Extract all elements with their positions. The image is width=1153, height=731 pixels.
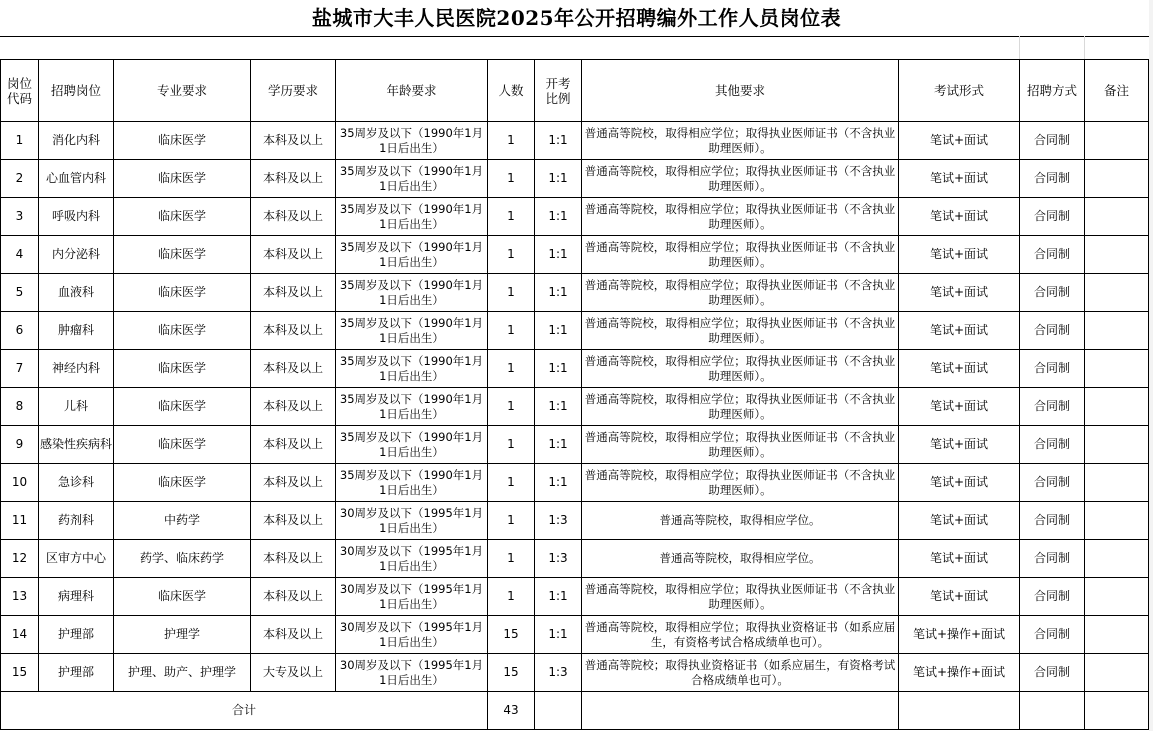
cell-ratio: 1:1 — [535, 464, 582, 502]
cell-count: 1 — [488, 578, 535, 616]
cell-post: 儿科 — [39, 388, 114, 426]
cell-major: 临床医学 — [114, 198, 251, 236]
cell-major: 临床医学 — [114, 312, 251, 350]
cell-method: 合同制 — [1020, 236, 1085, 274]
cell-code: 9 — [1, 426, 39, 464]
cell-other: 普通高等院校，取得相应学位；取得执业医师证书（不含执业助理医师）。 — [582, 274, 899, 312]
cell-ratio: 1:1 — [535, 388, 582, 426]
cell-other: 普通高等院校，取得相应学位；取得执业医师证书（不含执业助理医师）。 — [582, 578, 899, 616]
cell-edu: 本科及以上 — [251, 312, 336, 350]
page-title: 盐城市大丰人民医院2025年公开招聘编外工作人员岗位表 — [0, 0, 1153, 37]
cell-age: 35周岁及以下（1990年1月1日后出生） — [336, 274, 488, 312]
cell-edu: 本科及以上 — [251, 198, 336, 236]
cell-major: 临床医学 — [114, 236, 251, 274]
cell-ratio: 1:3 — [535, 654, 582, 692]
cell-other: 普通高等院校，取得相应学位。 — [582, 540, 899, 578]
cell-method: 合同制 — [1020, 540, 1085, 578]
cell-age: 35周岁及以下（1990年1月1日后出生） — [336, 198, 488, 236]
cell-ratio: 1:1 — [535, 160, 582, 198]
cell-remark — [1085, 122, 1149, 160]
cell-edu: 本科及以上 — [251, 540, 336, 578]
cell-remark — [1085, 464, 1149, 502]
cell-code: 10 — [1, 464, 39, 502]
cell-count: 15 — [488, 654, 535, 692]
cell-exam: 笔试+面试 — [899, 502, 1020, 540]
cell-other: 普通高等院校，取得相应学位。 — [582, 502, 899, 540]
cell-edu: 本科及以上 — [251, 350, 336, 388]
cell-post: 护理部 — [39, 616, 114, 654]
cell-other: 普通高等院校，取得相应学位；取得执业医师证书（不含执业助理医师）。 — [582, 312, 899, 350]
cell-major: 中药学 — [114, 502, 251, 540]
table-row — [1, 578, 1149, 616]
table-row — [1, 122, 1149, 160]
table-row — [1, 426, 1149, 464]
total-empty-cell — [1020, 692, 1085, 730]
cell-major: 临床医学 — [114, 578, 251, 616]
cell-count: 1 — [488, 274, 535, 312]
cell-count: 1 — [488, 464, 535, 502]
header-method: 招聘方式 — [1020, 60, 1085, 122]
cell-other: 普通高等院校，取得相应学位；取得执业医师证书（不含执业助理医师）。 — [582, 198, 899, 236]
cell-remark — [1085, 388, 1149, 426]
table-row — [1, 464, 1149, 502]
cell-remark — [1085, 616, 1149, 654]
cell-age: 30周岁及以下（1995年1月1日后出生） — [336, 578, 488, 616]
total-row — [1, 692, 1149, 730]
cell-post: 药剂科 — [39, 502, 114, 540]
cell-age: 35周岁及以下（1990年1月1日后出生） — [336, 122, 488, 160]
cell-post: 神经内科 — [39, 350, 114, 388]
cell-age: 30周岁及以下（1995年1月1日后出生） — [336, 540, 488, 578]
cell-code: 2 — [1, 160, 39, 198]
total-empty-cell — [535, 692, 582, 730]
cell-edu: 本科及以上 — [251, 578, 336, 616]
cell-post: 急诊科 — [39, 464, 114, 502]
cell-count: 15 — [488, 616, 535, 654]
total-empty-cell — [899, 692, 1020, 730]
grid-line — [1084, 36, 1085, 59]
cell-code: 3 — [1, 198, 39, 236]
cell-age: 30周岁及以下（1995年1月1日后出生） — [336, 502, 488, 540]
cell-post: 心血管内科 — [39, 160, 114, 198]
cell-post: 血液科 — [39, 274, 114, 312]
cell-method: 合同制 — [1020, 654, 1085, 692]
cell-exam: 笔试+操作+面试 — [899, 616, 1020, 654]
cell-post: 区审方中心 — [39, 540, 114, 578]
table-row — [1, 312, 1149, 350]
cell-age: 35周岁及以下（1990年1月1日后出生） — [336, 464, 488, 502]
header-remark: 备注 — [1085, 60, 1149, 122]
cell-code: 15 — [1, 654, 39, 692]
cell-ratio: 1:1 — [535, 350, 582, 388]
cell-other: 普通高等院校，取得相应学位；取得执业医师证书（不含执业助理医师）。 — [582, 122, 899, 160]
cell-exam: 笔试+操作+面试 — [899, 654, 1020, 692]
cell-method: 合同制 — [1020, 578, 1085, 616]
cell-age: 30周岁及以下（1995年1月1日后出生） — [336, 654, 488, 692]
cell-other: 普通高等院校，取得相应学位；取得执业医师证书（不含执业助理医师）。 — [582, 236, 899, 274]
cell-count: 1 — [488, 350, 535, 388]
cell-other: 普通高等院校，取得相应学位；取得执业医师证书（不含执业助理医师）。 — [582, 388, 899, 426]
header-code: 岗位代码 — [1, 60, 39, 122]
cell-method: 合同制 — [1020, 616, 1085, 654]
cell-count: 1 — [488, 160, 535, 198]
cell-count: 1 — [488, 198, 535, 236]
cell-code: 12 — [1, 540, 39, 578]
cell-exam: 笔试+面试 — [899, 388, 1020, 426]
cell-edu: 本科及以上 — [251, 616, 336, 654]
cell-count: 1 — [488, 540, 535, 578]
cell-code: 6 — [1, 312, 39, 350]
cell-ratio: 1:1 — [535, 198, 582, 236]
cell-ratio: 1:1 — [535, 616, 582, 654]
cell-age: 35周岁及以下（1990年1月1日后出生） — [336, 312, 488, 350]
cell-method: 合同制 — [1020, 122, 1085, 160]
cell-remark — [1085, 540, 1149, 578]
cell-ratio: 1:1 — [535, 274, 582, 312]
header-row — [1, 60, 1149, 122]
cell-exam: 笔试+面试 — [899, 274, 1020, 312]
total-count: 43 — [488, 692, 535, 730]
cell-age: 35周岁及以下（1990年1月1日后出生） — [336, 160, 488, 198]
cell-remark — [1085, 426, 1149, 464]
table-row — [1, 236, 1149, 274]
cell-other: 普通高等院校，取得相应学位；取得执业医师证书（不含执业助理医师）。 — [582, 160, 899, 198]
cell-exam: 笔试+面试 — [899, 312, 1020, 350]
cell-ratio: 1:1 — [535, 236, 582, 274]
header-other: 其他要求 — [582, 60, 899, 122]
header-count: 人数 — [488, 60, 535, 122]
header-major: 专业要求 — [114, 60, 251, 122]
blank-spacer-row — [0, 36, 1153, 59]
cell-ratio: 1:1 — [535, 426, 582, 464]
cell-age: 30周岁及以下（1995年1月1日后出生） — [336, 616, 488, 654]
cell-edu: 本科及以上 — [251, 502, 336, 540]
cell-major: 临床医学 — [114, 160, 251, 198]
cell-major: 护理学 — [114, 616, 251, 654]
cell-count: 1 — [488, 426, 535, 464]
total-empty-cell — [582, 692, 899, 730]
cell-code: 5 — [1, 274, 39, 312]
cell-major: 临床医学 — [114, 350, 251, 388]
cell-other: 普通高等院校，取得相应学位；取得执业医师证书（不含执业助理医师）。 — [582, 350, 899, 388]
cell-method: 合同制 — [1020, 312, 1085, 350]
cell-post: 肿瘤科 — [39, 312, 114, 350]
cell-remark — [1085, 274, 1149, 312]
cell-code: 13 — [1, 578, 39, 616]
cell-exam: 笔试+面试 — [899, 426, 1020, 464]
cell-remark — [1085, 198, 1149, 236]
cell-exam: 笔试+面试 — [899, 236, 1020, 274]
cell-code: 8 — [1, 388, 39, 426]
cell-exam: 笔试+面试 — [899, 350, 1020, 388]
cell-major: 临床医学 — [114, 122, 251, 160]
cell-edu: 本科及以上 — [251, 426, 336, 464]
cell-post: 呼吸内科 — [39, 198, 114, 236]
cell-post: 内分泌科 — [39, 236, 114, 274]
positions-table — [0, 59, 1149, 730]
cell-age: 35周岁及以下（1990年1月1日后出生） — [336, 388, 488, 426]
cell-code: 14 — [1, 616, 39, 654]
cell-count: 1 — [488, 312, 535, 350]
cell-edu: 本科及以上 — [251, 122, 336, 160]
table-row — [1, 274, 1149, 312]
cell-code: 11 — [1, 502, 39, 540]
cell-edu: 本科及以上 — [251, 464, 336, 502]
table-row — [1, 616, 1149, 654]
cell-ratio: 1:1 — [535, 578, 582, 616]
cell-remark — [1085, 502, 1149, 540]
cell-edu: 大专及以上 — [251, 654, 336, 692]
cell-count: 1 — [488, 502, 535, 540]
cell-exam: 笔试+面试 — [899, 464, 1020, 502]
cell-ratio: 1:1 — [535, 312, 582, 350]
cell-post: 病理科 — [39, 578, 114, 616]
cell-ratio: 1:3 — [535, 502, 582, 540]
cell-age: 35周岁及以下（1990年1月1日后出生） — [336, 426, 488, 464]
cell-ratio: 1:3 — [535, 540, 582, 578]
total-label: 合计 — [1, 692, 488, 730]
cell-code: 7 — [1, 350, 39, 388]
header-post: 招聘岗位 — [39, 60, 114, 122]
cell-edu: 本科及以上 — [251, 274, 336, 312]
cell-post: 护理部 — [39, 654, 114, 692]
table-row — [1, 350, 1149, 388]
cell-method: 合同制 — [1020, 160, 1085, 198]
table-row — [1, 198, 1149, 236]
cell-edu: 本科及以上 — [251, 236, 336, 274]
header-exam: 考试形式 — [899, 60, 1020, 122]
cell-remark — [1085, 350, 1149, 388]
cell-exam: 笔试+面试 — [899, 540, 1020, 578]
cell-major: 临床医学 — [114, 464, 251, 502]
cell-remark — [1085, 312, 1149, 350]
total-empty-cell — [1085, 692, 1149, 730]
cell-method: 合同制 — [1020, 350, 1085, 388]
cell-exam: 笔试+面试 — [899, 198, 1020, 236]
cell-exam: 笔试+面试 — [899, 122, 1020, 160]
window-edge — [1149, 0, 1153, 731]
cell-edu: 本科及以上 — [251, 160, 336, 198]
cell-method: 合同制 — [1020, 274, 1085, 312]
cell-exam: 笔试+面试 — [899, 578, 1020, 616]
cell-count: 1 — [488, 122, 535, 160]
cell-post: 感染性疾病科 — [39, 426, 114, 464]
cell-edu: 本科及以上 — [251, 388, 336, 426]
table-row — [1, 388, 1149, 426]
table-row — [1, 502, 1149, 540]
cell-method: 合同制 — [1020, 502, 1085, 540]
cell-major: 临床医学 — [114, 426, 251, 464]
cell-ratio: 1:1 — [535, 122, 582, 160]
cell-major: 药学、临床药学 — [114, 540, 251, 578]
cell-remark — [1085, 236, 1149, 274]
cell-method: 合同制 — [1020, 198, 1085, 236]
cell-other: 普通高等院校；取得执业资格证书（如系应届生，有资格考试合格成绩单也可）。 — [582, 654, 899, 692]
header-age: 年龄要求 — [336, 60, 488, 122]
cell-post: 消化内科 — [39, 122, 114, 160]
cell-remark — [1085, 160, 1149, 198]
cell-method: 合同制 — [1020, 426, 1085, 464]
table-row — [1, 160, 1149, 198]
cell-other: 普通高等院校，取得相应学位；取得执业资格证书（如系应届生，有资格考试合格成绩单也可）。 — [582, 616, 899, 654]
cell-other: 普通高等院校，取得相应学位；取得执业医师证书（不含执业助理医师）。 — [582, 426, 899, 464]
cell-method: 合同制 — [1020, 388, 1085, 426]
cell-method: 合同制 — [1020, 464, 1085, 502]
cell-major: 护理、助产、护理学 — [114, 654, 251, 692]
cell-code: 1 — [1, 122, 39, 160]
cell-age: 35周岁及以下（1990年1月1日后出生） — [336, 236, 488, 274]
cell-count: 1 — [488, 236, 535, 274]
header-ratio: 开考比例 — [535, 60, 582, 122]
cell-major: 临床医学 — [114, 274, 251, 312]
cell-remark — [1085, 654, 1149, 692]
cell-other: 普通高等院校，取得相应学位；取得执业医师证书（不含执业助理医师）。 — [582, 464, 899, 502]
cell-count: 1 — [488, 388, 535, 426]
cell-age: 35周岁及以下（1990年1月1日后出生） — [336, 350, 488, 388]
cell-exam: 笔试+面试 — [899, 160, 1020, 198]
table-row — [1, 654, 1149, 692]
table-row — [1, 540, 1149, 578]
cell-remark — [1085, 578, 1149, 616]
grid-line — [1019, 36, 1020, 59]
cell-major: 临床医学 — [114, 388, 251, 426]
header-edu: 学历要求 — [251, 60, 336, 122]
cell-code: 4 — [1, 236, 39, 274]
